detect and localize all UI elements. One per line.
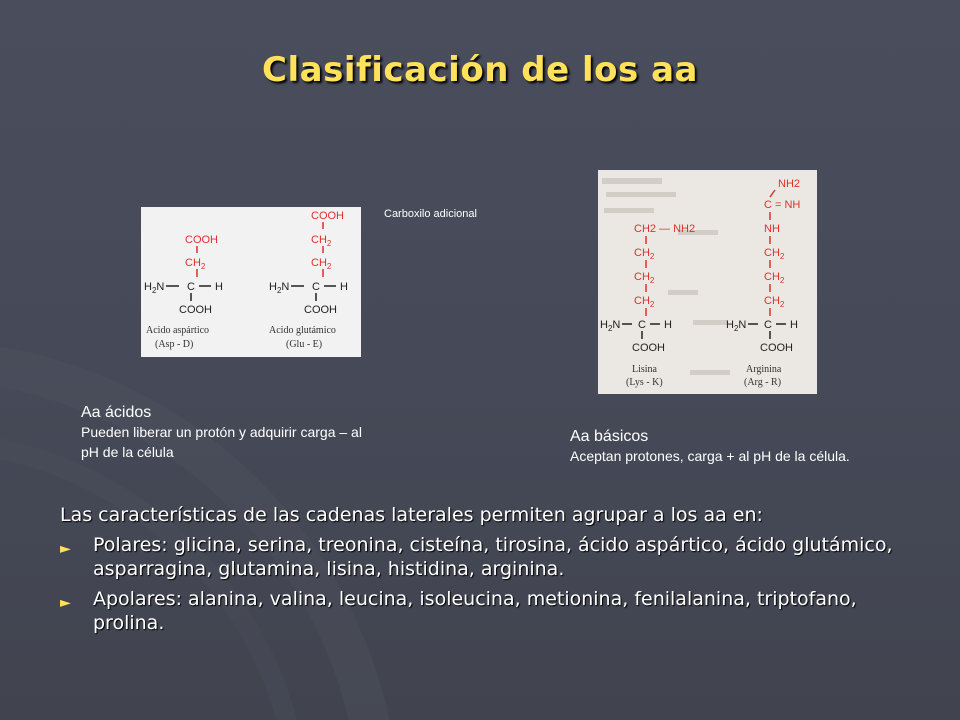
basic-text-block bbox=[570, 428, 850, 466]
glu-amino: $H_2N$ bbox=[269, 281, 290, 295]
acid-heading: Aa ácidos bbox=[81, 404, 152, 421]
lys-ch2-3: $CH_2$ bbox=[634, 295, 655, 309]
arg-ch2-1: $CH_2$ bbox=[764, 247, 785, 261]
acid-text-block bbox=[81, 404, 362, 462]
arg-code: (Arg - R) bbox=[744, 377, 782, 388]
bullet-item-apolar bbox=[60, 587, 920, 635]
glu-hydrogen: H bbox=[340, 281, 348, 293]
glu-code: (Glu - E) bbox=[286, 339, 323, 350]
glu-side-carboxyl: COOH bbox=[311, 210, 344, 222]
basic-heading: Aa básicos bbox=[570, 428, 649, 445]
asp-carboxyl: COOH bbox=[179, 304, 212, 316]
asp-ch2: $CH_2$ bbox=[185, 257, 206, 271]
slide-title: Clasificación de los aa bbox=[262, 50, 698, 90]
arg-carboxyl: COOH bbox=[760, 342, 793, 354]
basic-structures-image bbox=[598, 170, 817, 394]
acid-description-line2: pH de la célula bbox=[81, 444, 174, 460]
lys-ch2-1: $CH_2$ bbox=[634, 247, 655, 261]
lys-hydrogen: H bbox=[664, 319, 672, 331]
lys-name: Lisina bbox=[632, 364, 657, 375]
arg-guanidino: C = NH bbox=[764, 199, 801, 211]
lys-carboxyl: COOH bbox=[632, 342, 665, 354]
lys-ch2-2: $CH_2$ bbox=[634, 271, 655, 285]
acidic-structures-image bbox=[141, 207, 361, 357]
basic-description: Aceptan protones, carga + al pH de la célula. bbox=[570, 448, 850, 464]
glu-ch2-b: $CH_2$ bbox=[311, 257, 332, 271]
arg-ch2-3: $CH_2$ bbox=[764, 295, 785, 309]
lys-amino: $H_2N$ bbox=[600, 319, 621, 333]
arg-nh: NH bbox=[764, 223, 780, 235]
intro-line: Las características de las cadenas laterales permiten agrupar a los aa en: bbox=[60, 504, 763, 526]
bullet-item-polar bbox=[60, 533, 920, 581]
acid-description-line1: Pueden liberar un protón y adquirir carga – al bbox=[81, 424, 362, 440]
asp-amino: $H_2N$ bbox=[144, 281, 165, 295]
glu-alpha-carbon: C bbox=[312, 281, 320, 293]
arg-ch2-2: $CH_2$ bbox=[764, 271, 785, 285]
glu-carboxyl: COOH bbox=[304, 304, 337, 316]
triangle-bullet-icon: ► bbox=[60, 595, 71, 611]
asp-hydrogen: H bbox=[215, 281, 223, 293]
triangle-bullet-icon: ► bbox=[60, 541, 71, 557]
lys-alpha-carbon: C bbox=[638, 319, 646, 331]
arg-amino: $H_2N$ bbox=[726, 319, 747, 333]
arg-hydrogen: H bbox=[790, 319, 798, 331]
arg-nh2: NH2 bbox=[778, 178, 801, 190]
carboxyl-annotation: Carboxilo adicional bbox=[384, 208, 477, 220]
asp-name: Acido aspártico bbox=[146, 325, 210, 336]
asp-code: (Asp - D) bbox=[155, 339, 194, 350]
arg-alpha-carbon: C bbox=[764, 319, 772, 331]
lys-code: (Lys - K) bbox=[626, 377, 663, 388]
asp-side-carboxyl: COOH bbox=[185, 234, 218, 246]
lys-side-amine: CH2 — NH2 bbox=[634, 223, 696, 235]
arg-name: Arginina bbox=[746, 364, 782, 375]
classification-text bbox=[60, 503, 920, 635]
asp-alpha-carbon: C bbox=[187, 281, 195, 293]
glu-ch2-a: $CH_2$ bbox=[311, 234, 332, 248]
glu-name: Acido glutámico bbox=[269, 325, 336, 336]
bullet-text-apolar: Apolares: alanina, valina, leucina, isoleucina, metionina, fenilalanina, triptofano, prolina. bbox=[93, 588, 857, 634]
bullet-text-polar: Polares: glicina, serina, treonina, cisteína, tirosina, ácido aspártico, ácido glutámico, asparragina, glutamina, lisina, histidina, arginina. bbox=[93, 534, 893, 580]
